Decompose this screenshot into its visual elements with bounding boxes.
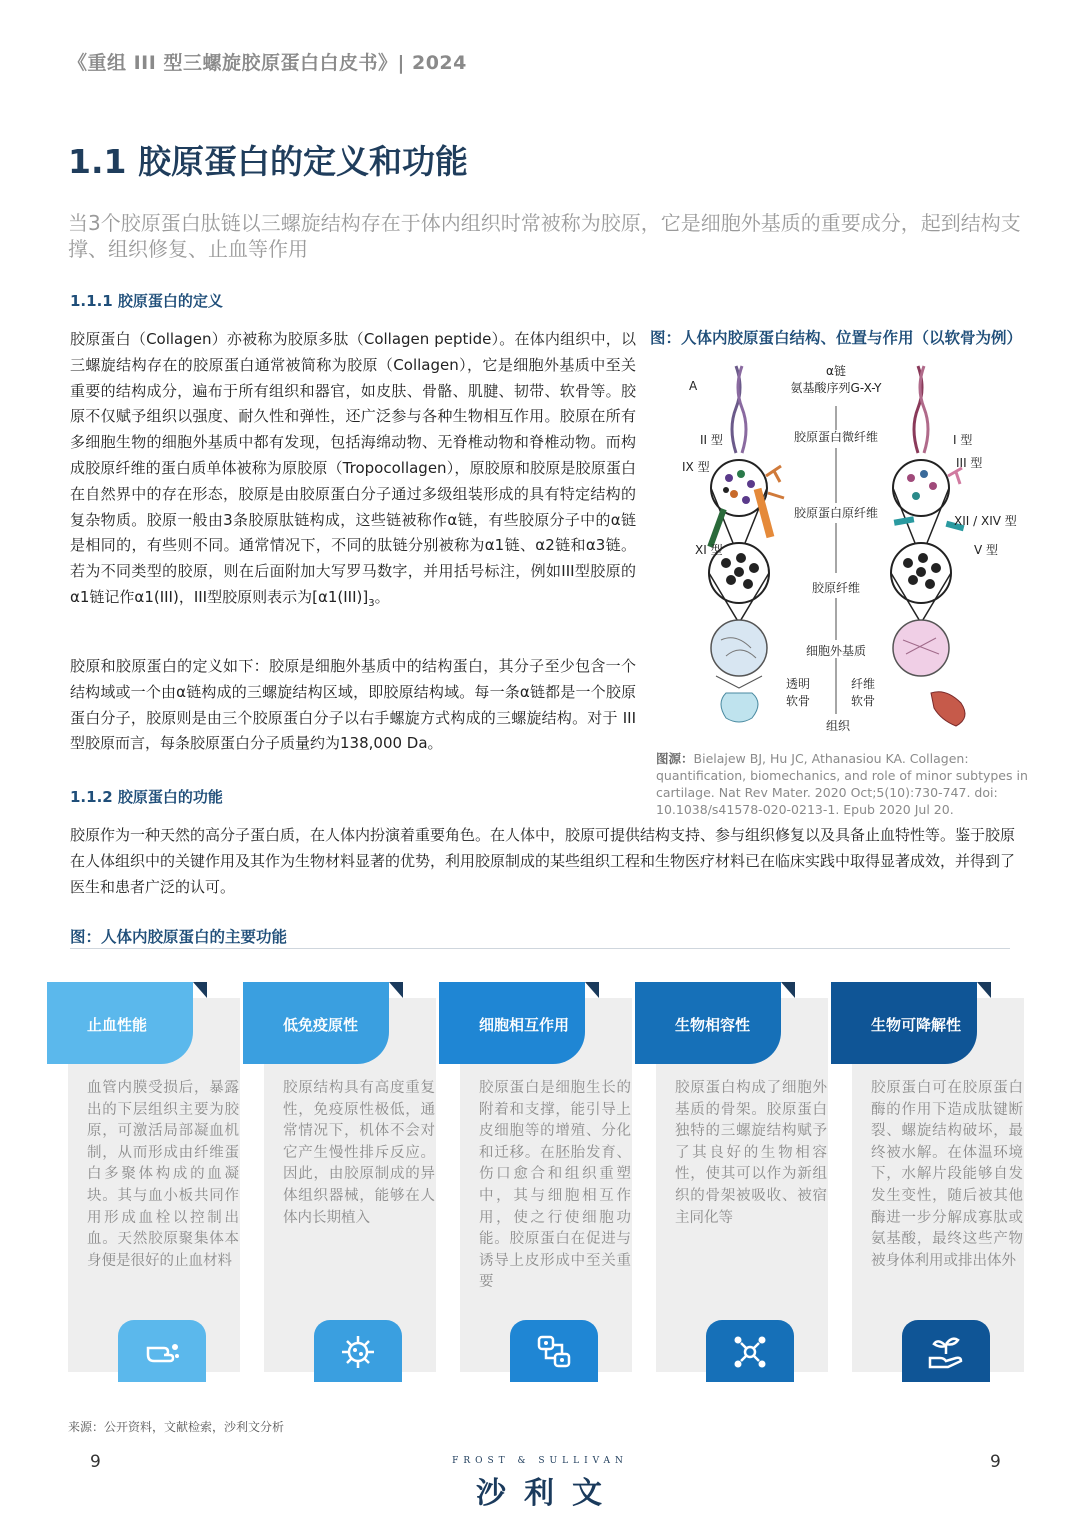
function-card-immunogenicity [243, 982, 439, 1382]
card-fold [977, 982, 991, 998]
molecule-icon [730, 1332, 770, 1372]
figure1-source [656, 750, 1036, 818]
label-hyaline-2: 软骨 [786, 694, 811, 708]
card-label: 生物相容性 [675, 1016, 751, 1034]
card-text: 血管内膜受损后，暴露出的下层组织主要为胶原，可激活局部凝血机制，从而形成由纤维蛋白多聚体构成的血凝块。其与血小板共同作用形成血栓以控制出血。天然胶原聚集体本身便是很好的止血材料 [87, 1080, 239, 1269]
function-card-cell-interaction [439, 982, 635, 1382]
label-alpha-chain: α链 [826, 364, 846, 378]
label-tissue: 组织 [825, 719, 851, 733]
card-label: 细胞相互作用 [479, 1016, 570, 1034]
definition-heading: 1.1.1 胶原蛋白的定义 [70, 292, 223, 310]
label-fibro-2: 软骨 [851, 694, 876, 708]
function-card-biocompatibility [635, 982, 831, 1382]
label-type-2: II 型 [700, 433, 723, 447]
card-icon-box [706, 1320, 794, 1382]
card-text: 胶原蛋白是细胞生长的附着和支撑，能引导上皮细胞等的增殖、分化和迁移。在胚胎发育、伤口愈合和组织重塑中，其与细胞相互作用，使之行使细胞功能。胶原蛋白在促进与诱导上皮形成中至关重要 [479, 1080, 631, 1291]
card-fold [585, 982, 599, 998]
label-microfibril: 胶原蛋白微纤维 [793, 430, 879, 444]
label-fiber: 胶原纤维 [811, 581, 861, 595]
running-header: 《重组 III 型三螺旋胶原蛋白白皮书》| 2024 [68, 52, 467, 74]
right-hierarchy [891, 366, 965, 726]
label-fibril: 胶原蛋白原纤维 [793, 506, 879, 520]
definition-subscript: 3 [368, 597, 375, 609]
card-fold [389, 982, 403, 998]
function-cards [47, 982, 1042, 1382]
label-type-11: XI 型 [695, 543, 723, 557]
card-icon-box [118, 1320, 206, 1382]
figure-source-note: 来源：公开资料，文献检索，沙利文分析 [68, 1420, 285, 1434]
logo-english: FROST & SULLIVAN [452, 1456, 628, 1466]
frost-sullivan-logo [440, 1456, 640, 1511]
section-title: 1.1 胶原蛋白的定义和功能 [68, 142, 468, 181]
card-fold [781, 982, 795, 998]
label-hyaline-1: 透明 [786, 677, 811, 691]
card-label: 止血性能 [87, 1016, 148, 1034]
cell-network-icon [534, 1332, 574, 1372]
card-label: 生物可降解性 [871, 1016, 962, 1034]
function-card-biodegradability [831, 982, 1027, 1382]
label-type-12-14: XII / XIV 型 [954, 514, 1017, 528]
page-number-left: 9 [90, 1452, 101, 1472]
function-paragraph: 胶原作为一种天然的高分子蛋白质，在人体内扮演着重要角色。在人体中，胶原可提供结构支持、参与组织修复以及具备止血特性等。鉴于胶原在人体组织中的关键作用及其作为生物材料显著的优势，利用胶原制成的某些组织工程和生物医疗材料已在临床实践中取得显著成效，并得到了医生和患者广泛的认可。 [70, 826, 1016, 896]
figure2-title: 图：人体内胶原蛋白的主要功能 [70, 928, 288, 946]
card-icon-box [510, 1320, 598, 1382]
label-type-3: III 型 [956, 456, 983, 470]
label-type-9: IX 型 [682, 460, 710, 474]
card-icon-box [902, 1320, 990, 1382]
card-text: 胶原蛋白构成了细胞外基质的骨架。胶原蛋白独特的三螺旋结构赋予了其良好的生物相容性，使其可以作为新组织的骨架被吸收、被宿主同化等 [675, 1080, 827, 1226]
figure1-source-text: Bielajew BJ, Hu JC, Athanasiou KA. Collagen: quantification, biomechanics, and role of minor subtypes in cartilage. Nat Rev Mater. 2020 Oct;5(10):730-747. doi: 10.1038/s41578-020-0213-1. Epub 2020 Jul 20. [656, 751, 1028, 817]
definition-paragraph-1-end: 。 [374, 587, 390, 606]
label-fibro-1: 纤维 [851, 677, 876, 691]
definition-paragraph-1 [70, 327, 636, 617]
figure1-title: 图：人体内胶原蛋白结构、位置与作用（以软骨为例） [650, 329, 1023, 347]
card-icon-box [314, 1320, 402, 1382]
virus-icon [338, 1332, 378, 1372]
definition-paragraph-2: 胶原和胶原蛋白的定义如下：胶原是细胞外基质中的结构蛋白，其分子至少包含一个结构域或一个由α链构成的三螺旋结构区域，即胶原结构域。每一条α链都是一个胶原蛋白分子，胶原则是由三个胶原蛋白分子以右手螺旋方式构成的三螺旋结构。对于 III 型胶原而言，每条胶原蛋白分子质量约为138,000 Da。 [70, 657, 636, 753]
label-type-1: I 型 [953, 433, 973, 447]
logo-chinese: 沙利文 [476, 1476, 620, 1511]
card-label: 低免疫原性 [283, 1016, 359, 1034]
card-text: 胶原蛋白可在胶原蛋白酶的作用下造成肽键断裂、螺旋结构破坏，最终被水解。在体温环境下，水解片段能够自发发生变性，随后被其他酶进一步分解成寡肽或氨基酸，最终这些产物被身体利用或排出体外 [871, 1080, 1023, 1269]
page-number-right: 9 [990, 1452, 1001, 1472]
label-type-5: V 型 [974, 543, 999, 557]
collagen-structure-diagram [656, 358, 1056, 743]
panel-label: A [689, 379, 698, 393]
label-ecm: 细胞外基质 [805, 644, 867, 658]
section-lead: 当3个胶原蛋白肽链以三螺旋结构存在于体内组织时常被称为胶原，它是细胞外基质的重要成分，起到结构支撑、组织修复、止血等作用 [68, 211, 1021, 261]
plant-hand-icon [926, 1332, 966, 1372]
function-card-hemostasis [47, 982, 243, 1382]
definition-paragraph-1-text: 胶原蛋白（Collagen）亦被称为胶原多肽（Collagen peptide）。在体内组织中，以三螺旋结构存在的胶原蛋白通常被简称为胶原（Collagen），它是细胞外基质中至关重要的结构成分，遍布于所有组织和器官，如皮肤、骨骼、肌腱、韧带、软骨等。胶原不仅赋予组织以强度、耐久性和弹性，还广泛参与各种生物相互作用。胶原在所有多细胞生物的细胞外基质中都有发现，包括海绵动物、无脊椎动物和脊椎动物。而构成胶原纤维的蛋白质单体被称为原胶原（Tropocollagen），原胶原和胶原是胶原蛋白在自然界中的存在形态，胶原是由胶原蛋白分子通过多级组装形成的具有特定结构的复杂物质。胶原一般由3条胶原肽链构成，这些链被称作α链，有些胶原分子中的α链是相同的，有些则不同。通常情况下，不同的肽链分别被称为α1链、α2链和α3链。若为不同类型的胶原，则在后面附加大写罗马数字，并用括号标注，例如III型胶原的α1链记作α1(III)，III型胶原则表示为[α1(III)] [70, 330, 636, 606]
hand-icon [142, 1332, 182, 1372]
card-text: 胶原结构具有高度重复性，免疫原性极低，通常情况下，机体不会对它产生慢性排斥反应。因此，由胶原制成的异体组织器械，能够在人体内长期植入 [283, 1080, 435, 1226]
function-heading: 1.1.2 胶原蛋白的功能 [70, 788, 223, 806]
card-fold [193, 982, 207, 998]
label-sequence: 氨基酸序列G-X-Y [790, 381, 882, 395]
figure2-divider [70, 948, 1010, 949]
figure1-source-label: 图源： [656, 751, 694, 766]
